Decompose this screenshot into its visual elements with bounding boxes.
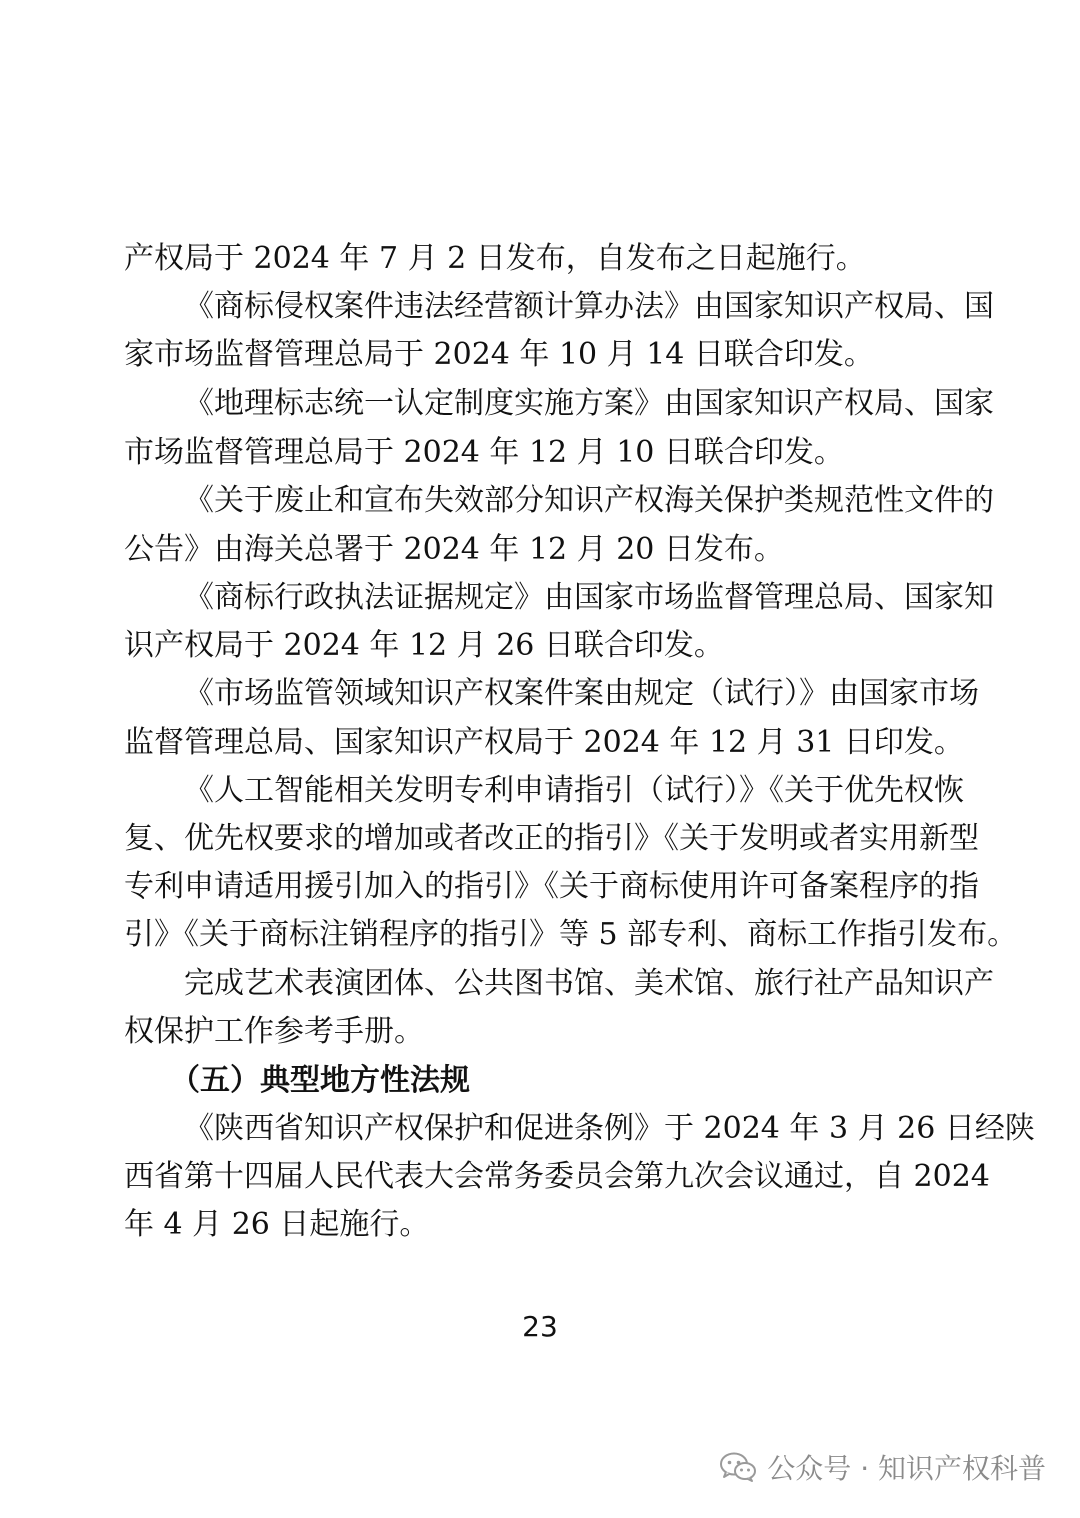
- text-line: 复、优先权要求的增加或者改正的指引》《关于发明或者实用新型: [124, 821, 979, 856]
- page-number: 23: [522, 1310, 558, 1343]
- text-line: 《商标行政执法证据规定》由国家市场监督管理总局、国家知: [184, 580, 994, 615]
- text-line: 西省第十四届人民代表大会常务委员会第九次会议通过，自 2024: [124, 1159, 990, 1194]
- text-line: 完成艺术表演团体、公共图书馆、美术馆、旅行社产品知识产: [184, 966, 994, 1001]
- text-line: 年 4 月 26 日起施行。: [124, 1207, 430, 1242]
- watermark-text: 公众号 · 知识产权科普: [767, 1452, 1046, 1485]
- text-line: 《商标侵权案件违法经营额计算办法》由国家知识产权局、国: [184, 289, 994, 324]
- account-watermark: [719, 1443, 1046, 1491]
- text-line: 家市场监督管理总局于 2024 年 10 月 14 日联合印发。: [124, 337, 874, 372]
- text-line: 《人工智能相关发明专利申请指引（试行）》《关于优先权恢: [184, 773, 964, 808]
- text-line: 专利申请适用援引加入的指引》《关于商标使用许可备案程序的指: [124, 869, 979, 904]
- text-line: 《地理标志统一认定制度实施方案》由国家知识产权局、国家: [184, 386, 994, 421]
- text-line: 《市场监管领域知识产权案件案由规定（试行）》由国家市场: [184, 676, 979, 711]
- text-line: 引》《关于商标注销程序的指引》等 5 部专利、商标工作指引发布。: [124, 917, 1018, 952]
- text-line: 《关于废止和宣布失效部分知识产权海关保护类规范性文件的: [184, 483, 994, 518]
- text-line: 识产权局于 2024 年 12 月 26 日联合印发。: [124, 628, 724, 663]
- section-heading: （五）典型地方性法规: [170, 1063, 470, 1098]
- text-line: 产权局于 2024 年 7 月 2 日发布，自发布之日起施行。: [124, 241, 866, 276]
- text-line: 市场监督管理总局于 2024 年 12 月 10 日联合印发。: [124, 435, 844, 470]
- text-line: 监督管理总局、国家知识产权局于 2024 年 12 月 31 日印发。: [124, 725, 964, 760]
- text-line: 公告》由海关总署于 2024 年 12 月 20 日发布。: [124, 532, 784, 567]
- text-line: 权保护工作参考手册。: [124, 1014, 424, 1049]
- text-line: 《陕西省知识产权保护和促进条例》于 2024 年 3 月 26 日经陕: [184, 1111, 1035, 1146]
- wechat-icon: [719, 1451, 757, 1483]
